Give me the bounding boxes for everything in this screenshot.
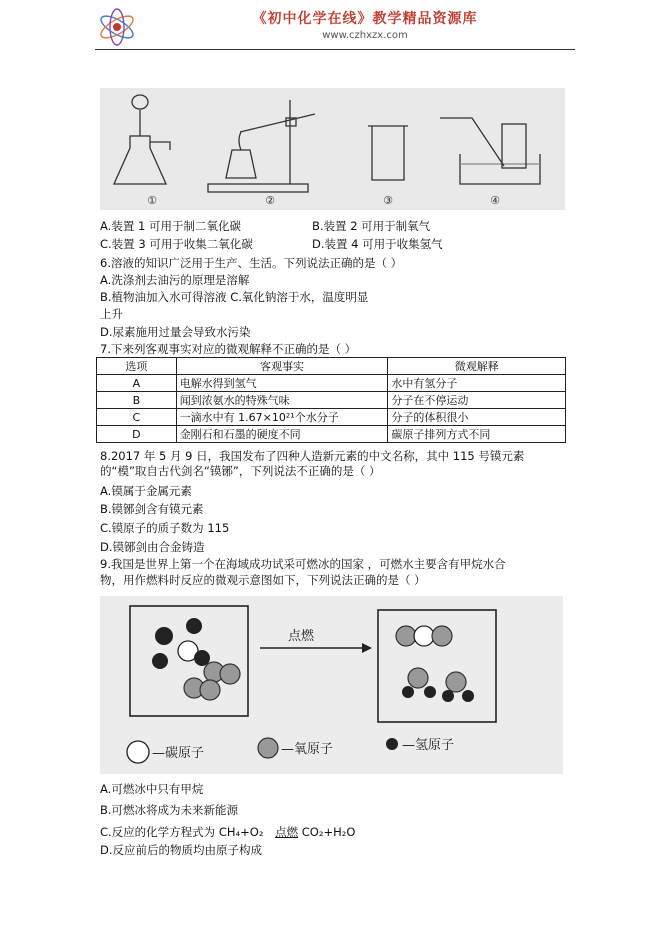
q6-option-b: B.植物油加入水可得溶液 C.氧化钠溶于水，温度明显 [100,290,369,304]
oxygen-molecule-icon [184,662,240,700]
table-header-cell: 客观事实 [176,358,388,375]
q6-option-d: D.尿素施用过量会导致水污染 [100,325,251,339]
q9-option-b: B.可燃冰将成为未来新能源 [100,803,239,817]
table-cell: 闻到浓氨水的特殊气味 [176,392,388,409]
atom-logo-icon [95,6,139,48]
table-cell: 电解水得到氢气 [176,375,388,392]
reaction-drawing [100,596,563,774]
apparatus-2-icon [208,100,315,192]
apparatus-label-3: ③ [383,194,393,207]
q6-option-b-cont: 上升 [100,307,123,321]
reaction-figure [100,596,563,774]
q9-option-c-prefix: C.反应的化学方程式为 CH₄+O₂ [100,825,264,839]
q8-stem-1: 8.2017 年 5 月 9 日，我国发布了四种人造新元素的中文名称，其中 115 号镆元素 [100,449,525,463]
legend-hydrogen: —氢原子 [402,738,455,753]
q8-option-b: B.镆铘剑含有镆元素 [100,502,204,516]
apparatus-3-icon [368,126,408,180]
water-molecule-icon [402,668,474,702]
table-header-cell: 选项 [97,358,177,375]
apparatus-label-4: ④ [490,194,500,207]
apparatus-1-icon [114,95,170,184]
q7-table [96,357,566,443]
table-row [97,392,566,409]
q9-stem-2: 物，用作燃料时反应的微观示意图如下，下列说法正确的是（ ） [100,573,426,587]
apparatus-4-icon [440,118,540,184]
apparatus-drawing [100,88,565,210]
legend-carbon: —碳原子 [152,746,205,761]
table-cell: 一滴水中有 1.67×10²¹个水分子 [176,409,388,426]
table-header-row [97,358,566,375]
table-cell: 分子的体积很小 [388,409,566,426]
q9-option-c-condition: 点燃 [275,825,299,839]
header-url: www.czhxzx.com [322,30,408,41]
table-cell: 分子在不停运动 [388,392,566,409]
apparatus-label-2: ② [265,194,275,207]
apparatus-label-1: ① [147,194,157,207]
q9-option-c-products: CO₂+H₂O [301,825,356,839]
page-header [0,0,662,52]
table-cell: 金刚石和石墨的硬度不同 [176,426,388,443]
header-title: 《初中化学在线》教学精品资源库 [252,11,478,27]
table-row [97,426,566,443]
q7-stem: 7.下来列客观事实对应的微观解释不正确的是（ ） [100,342,357,356]
table-cell: 碳原子排列方式不同 [388,426,566,443]
q5-option-b: B.装置 2 可用于制氧气 [312,219,431,233]
co2-molecule-icon [396,626,452,646]
q8-option-c: C.镆原子的质子数为 115 [100,521,230,535]
oxygen-atom-icon [258,738,278,758]
table-cell: 水中有氢分子 [388,375,566,392]
q6-stem: 6.溶液的知识广泛用于生产、生活。下列说法正确的是（ ） [100,256,403,270]
carbon-atom-icon [127,741,149,763]
table-row [97,375,566,392]
q8-option-a: A.镆属于金属元素 [100,484,192,498]
table-cell: D [97,426,177,443]
header-divider [95,49,575,50]
q9-stem-1: 9.我国是世界上第一个在海域成功试采可燃冰的国家 ，可燃水主要含有甲烷水合 [100,557,506,571]
q9-option-d: D.反应前后的物质均由原子构成 [100,843,263,857]
q6-option-a: A.洗涤剂去油污的原理是溶解 [100,273,250,287]
table-cell: B [97,392,177,409]
legend-oxygen: —氧原子 [281,742,334,757]
hydrogen-atom-icon [386,738,398,750]
q5-option-d: D.装置 4 可用于收集氢气 [312,237,443,251]
table-header-cell: 微观解释 [388,358,566,375]
methane-molecule-icon [152,618,210,669]
table-cell: A [97,375,177,392]
q5-option-a: A.装置 1 可用于制二氧化碳 [100,219,241,233]
q9-option-c [100,825,355,839]
table-row [97,409,566,426]
q8-option-d: D.镆铘剑由合金铸造 [100,540,205,554]
apparatus-figure [100,88,565,210]
arrow-label: 点燃 [288,629,315,644]
table-cell: C [97,409,177,426]
q9-option-a: A.可燃冰中只有甲烷 [100,782,204,796]
q8-stem-2: 的“模”取自古代剑名“镆铘”，下列说法不正确的是（ ） [100,464,381,478]
q5-option-c: C.装置 3 可用于收集二氧化碳 [100,237,253,251]
